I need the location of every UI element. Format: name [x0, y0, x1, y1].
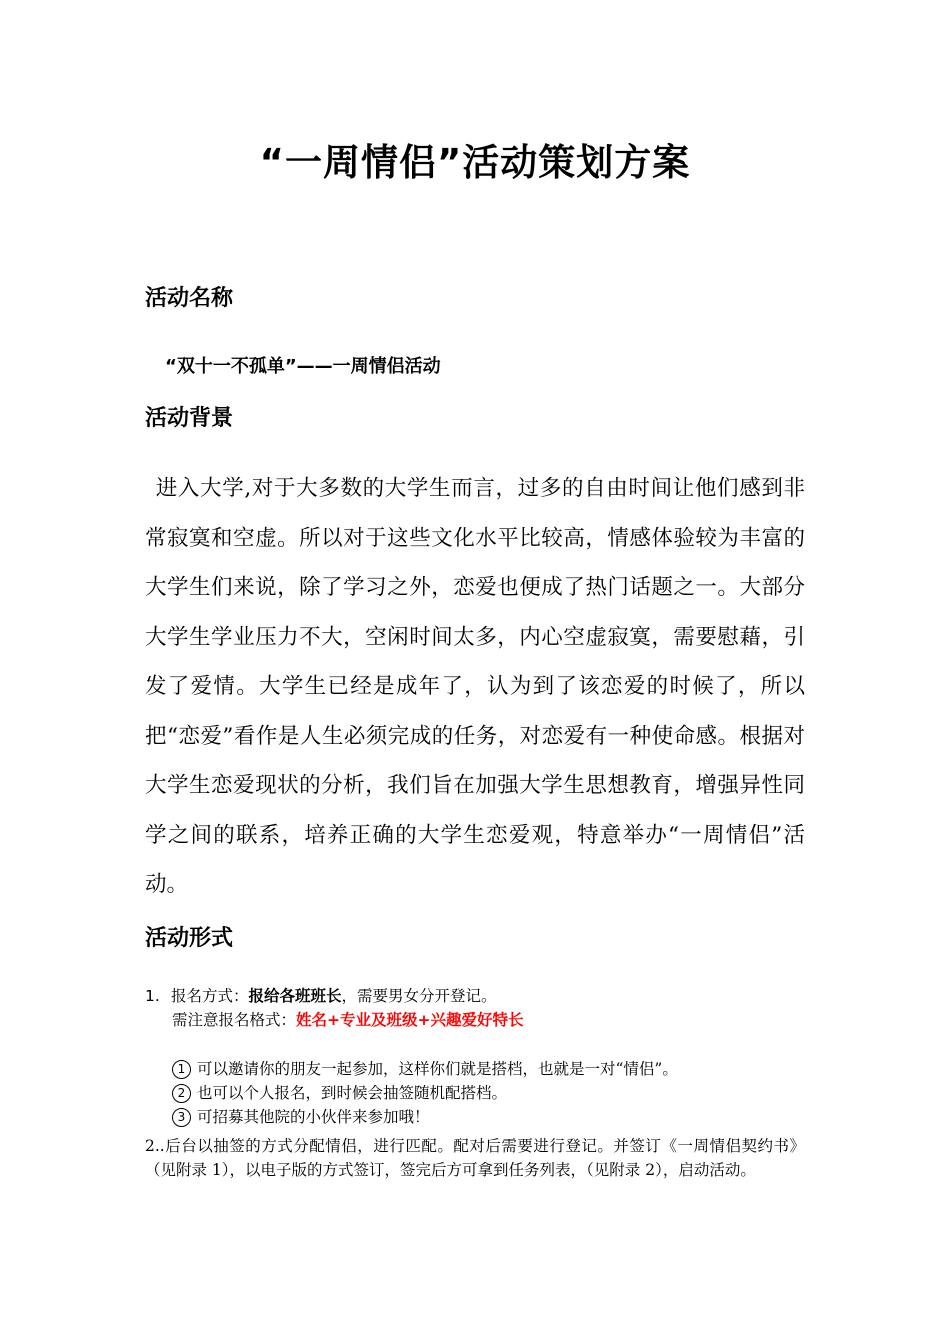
page-title: “一周情侣”活动策划方案 — [259, 141, 691, 184]
signup-format-red: 姓名+专业及班级+兴趣爱好特长 — [296, 1011, 524, 1029]
background-paragraph: 进入大学,对于大多数的大学生而言，过多的自由时间让他们感到非常寂寞和空虚。所以对于这些文化水平比较高，情感体验较为丰富的大学生们来说，除了学习之外，恋爱也便成了热门话题之一。大部分大学生学业压力不大，空闲时间太多，内心空虚寂寞，需要慰藉，引发了爱情。大学生已经是成年了，认为到了该恋爱的时候了，所以把“恋爱”看作是人生必须完成的任务，对恋爱有一种使命感。根据对大学生恋爱现状的分析，我们旨在加强大学生思想教育，增强异性同学之间的联系，培养正确的大学生恋爱观，特意举办“一周情侣”活动。 — [145, 476, 805, 897]
option-text-1: 可以邀请你的朋友一起参加，这样你们就是搭档，也就是一对“情侣”。 — [197, 1060, 678, 1078]
heading-activity-name: 活动名称 — [145, 286, 234, 311]
form-item-2: 2..后台以抽签的方式分配情侣，进行匹配。配对后需要进行登记。并签订《一周情侣契约书》（见附录 1），以电子版的方式签订，签完后方可拿到任务列表，（见附录 2），启动活动。 — [145, 1137, 805, 1179]
signup-format-line — [172, 1008, 524, 1032]
signup-format-prefix: 需注意报名格式： — [172, 1011, 297, 1029]
option-text-2: 也可以个人报名，到时候会抽签随机配搭档。 — [197, 1084, 508, 1102]
option-text-3: 可招募其他院的小伙伴来参加哦！ — [197, 1108, 430, 1126]
form-item-1-suffix: ，需要男女分开登记。 — [341, 987, 497, 1005]
heading-activity-form: 活动形式 — [145, 926, 234, 951]
circled-number-2: 2 — [172, 1084, 191, 1103]
option-item-1 — [172, 1057, 678, 1081]
heading-activity-background: 活动背景 — [145, 406, 234, 431]
option-item-2 — [172, 1081, 507, 1105]
form-item-1-prefix: 报名方式： — [171, 987, 249, 1005]
form-item-1 — [145, 984, 497, 1008]
circled-number-3: 3 — [172, 1108, 191, 1127]
circled-number-1: 1 — [172, 1060, 191, 1079]
form-item-1-number: 1. — [145, 987, 160, 1005]
activity-name-value: “双十一不孤单”——一周情侣活动 — [165, 356, 441, 377]
option-item-3 — [172, 1105, 430, 1129]
form-item-1-bold: 报给各班班长 — [248, 987, 342, 1005]
